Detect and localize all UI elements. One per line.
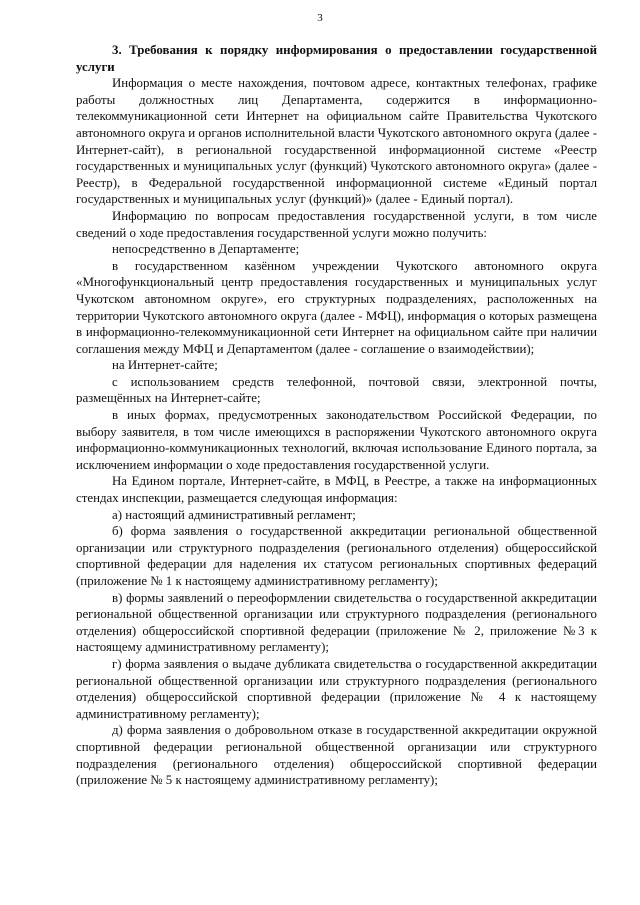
paragraph-published-info-intro: На Едином портале, Интернет-сайте, в МФЦ, в Реестре, а также на информационных стендах инспекции, размещается следующая информация:: [76, 474, 597, 506]
list-item-other-forms: в иных формах, предусмотренных законодательством Российской Федерации, по выбору заявителя, в том числе имеющихся в распоряжении Чукотского автономного округа информационно-коммуникационных технологий, включая использование Единого портала, за исключением информации о ходе предоставления государственной услуги.: [76, 408, 597, 472]
list-item-a: а) настоящий административный регламент;: [112, 507, 356, 522]
list-item-mfc: в государственном казённом учреждении Чукотского автономного округа «Многофункциональный центр предоставления государственных и муниципальных услуг Чукотском автономном округе», его структурных подразделениях, расположенных на территории Чукотского автономного округа (далее - МФЦ), информация о которых размещена в информационно-телекоммуникационной сети Интернет на официальном сайте при наличии соглашения между МФЦ и Департаментом (далее - соглашение о взаимодействии);: [76, 258, 597, 356]
list-item-department: непосредственно в Департаменте;: [112, 242, 300, 257]
document-body: [76, 42, 597, 789]
list-item-g: г) форма заявления о выдаче дубликата свидетельства о государственной аккредитации региональной общественной организации или структурного подразделения (регионального отделения) общероссийской спортивной федерации (приложение № 4 к настоящему административному регламенту);: [76, 656, 597, 721]
list-item-v: в) формы заявлений о переоформлении свидетельства о государственной аккредитации региональной общественной организации или структурного подразделения (регионального отделения) общероссийской спортивной федерации (приложение № 2, приложение №3 к настоящему административному регламенту);: [76, 590, 597, 655]
list-item-website: на Интернет-сайте;: [112, 358, 218, 373]
list-item-communications: с использованием средств телефонной, почтовой связи, электронной почты, размещённых на Интернет-сайте;: [76, 374, 597, 406]
list-item-d: д) форма заявления о добровольном отказе в государственной аккредитации окружной спортивной федерации региональной общественной организации или структурного подразделения (регионального отделения) общероссийской спортивной федерации (приложение № 5 к настоящему административному регламенту);: [76, 723, 597, 788]
paragraph-info-sources-intro: Информацию по вопросам предоставления государственной услуги, в том числе сведений о ходе предоставления государственной услуги можно получить:: [76, 208, 597, 240]
list-item-b: б) форма заявления о государственной аккредитации региональной общественной организации или структурного подразделения (регионального отделения) общероссийской спортивной федерации для наделения их статусом региональных спортивных федераций (приложение № 1 к настоящему административному регламенту);: [76, 524, 597, 588]
section-heading: 3. Требования к порядку информирования о предоставлении государственной услуги: [76, 43, 597, 74]
paragraph-info-location: Информация о месте нахождения, почтовом адресе, контактных телефонах, графике работы должностных лиц Департамента, содержится в информационно-телекоммуникационной сети Интернет на официальном сайте Правительства Чукотского автономного округа и органов исполнительной власти Чукотского автономного округа (далее - Интернет-сайт), в региональной государственной информационной системе «Реестр государственных и муниципальных услуг (функций) Чукотского автономного округа» (далее - Реестр), в Федеральной государственной информационной системе «Единый портал государственных и муниципальных услуг (функций)» (далее - Единый портал).: [76, 76, 597, 207]
page-number: 3: [317, 12, 323, 24]
